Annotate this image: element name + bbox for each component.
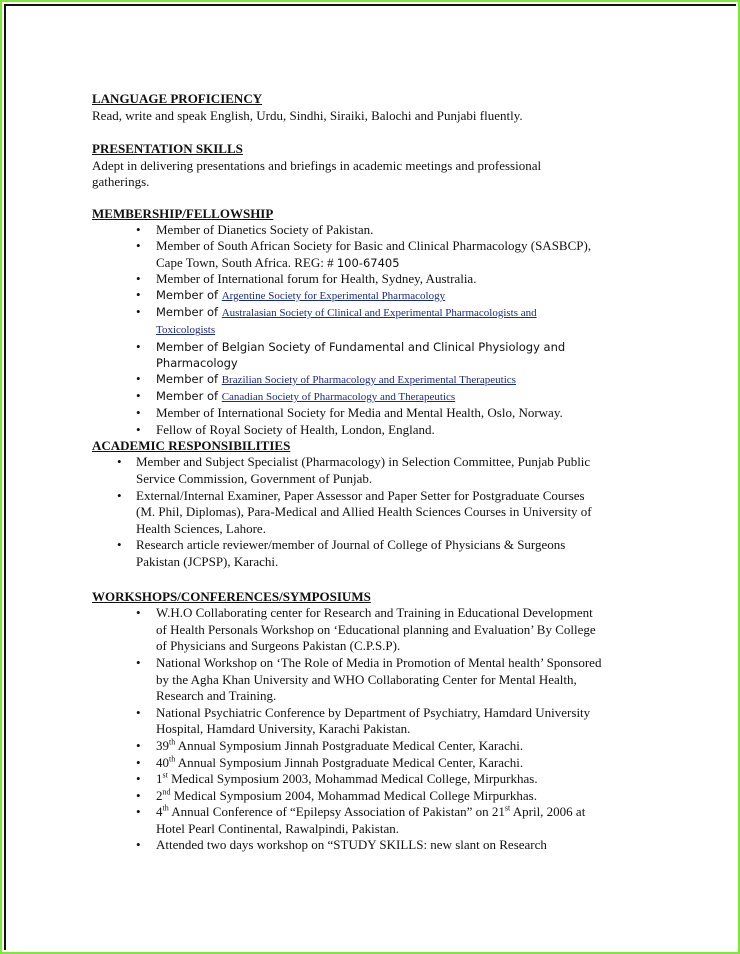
ordinal-suffix: nd — [162, 787, 171, 797]
item-line — [156, 405, 722, 421]
presentation-line: Adept in delivering presentations and briefings in academic meetings and professional — [92, 157, 542, 173]
bullet-icon: • — [136, 270, 141, 286]
item-line — [156, 788, 722, 805]
text: 39 — [156, 737, 169, 753]
presentation-line: gatherings. — [92, 174, 150, 190]
item-line — [156, 804, 722, 821]
text: External/Internal Examiner, Paper Assessor and Paper Setter for Postgraduate Courses — [136, 487, 585, 503]
bullet-icon: • — [136, 837, 141, 853]
text: Member of International Society for Media and Mental Health, Oslo, Norway. — [156, 405, 563, 421]
item-line — [156, 605, 722, 622]
text: 1 — [156, 771, 163, 787]
item-line — [156, 287, 722, 304]
text: Cape Town, South Africa. REG: # — [156, 254, 337, 270]
list-item — [92, 222, 722, 238]
bullet-icon: • — [136, 421, 141, 437]
bullet-icon: • — [136, 405, 141, 421]
list-item — [92, 422, 722, 438]
item-line — [156, 837, 722, 854]
list-item — [92, 705, 722, 738]
list-item — [92, 771, 722, 788]
list-item — [92, 304, 722, 338]
item-line — [156, 705, 722, 722]
text: Member of International forum for Health, Sydney, Australia. — [156, 270, 477, 286]
society-link[interactable]: Australasian Society of Clinical and Experimental Pharmacologists and — [221, 307, 537, 320]
bullet-icon: • — [136, 222, 141, 238]
text: Attended two days workshop on “STUDY SKILLS: new slant on Research — [156, 837, 547, 853]
text: (M. Phil, Diplomas), Para-Medical and Allied Health Sciences Courses in University of — [136, 504, 592, 520]
list-item — [92, 755, 722, 772]
bullet-icon: • — [136, 304, 141, 320]
list-item — [92, 537, 722, 570]
text: Member of — [156, 389, 222, 404]
text: of Physicians and Surgeons Pakistan (C.P.S.P). — [156, 638, 401, 654]
text: Research article reviewer/member of Journal of College of Physicians & Surgeons — [136, 537, 566, 553]
text: Medical Symposium 2004, Mohammad Medical College Mirpurkhas. — [170, 787, 537, 803]
bullet-icon: • — [136, 371, 141, 386]
membership-list — [92, 222, 722, 438]
item-line — [156, 238, 722, 254]
text: Hotel Pearl Continental, Rawalpindi, Pakistan. — [156, 820, 399, 836]
text: Medical Symposium 2003, Mohammad Medical College, Mirpurkhas. — [167, 771, 538, 787]
item-line — [156, 655, 722, 672]
bullet-icon: • — [136, 754, 141, 770]
text: Pakistan (JCPSP), Karachi. — [136, 553, 279, 569]
item-line — [156, 255, 722, 271]
text: Member of South African Society for Basic and Clinical Pharmacology (SASBCP), — [156, 238, 592, 254]
bullet-icon: • — [136, 654, 141, 670]
bullet-icon: • — [117, 454, 122, 470]
bullet-icon: • — [136, 737, 141, 753]
language-text: Read, write and speak English, Urdu, Sindhi, Siraiki, Balochi and Punjabi fluently. — [92, 107, 523, 123]
list-item — [92, 788, 722, 805]
ordinal-suffix: th — [169, 754, 176, 764]
ordinal-suffix: th — [169, 737, 176, 747]
list-item — [92, 738, 722, 755]
list-item — [92, 287, 722, 304]
item-line — [156, 388, 722, 405]
presentation-heading: PRESENTATION SKILLS — [92, 141, 243, 157]
item-line — [156, 721, 722, 738]
language-section — [92, 91, 722, 124]
item-line — [156, 672, 722, 689]
item-line — [156, 688, 722, 705]
text: Member of — [156, 372, 222, 386]
text: Service Commission, Government of Punjab. — [136, 471, 373, 486]
workshops-list — [92, 605, 722, 854]
language-heading: LANGUAGE PROFICIENCY — [92, 91, 263, 106]
bullet-icon: • — [136, 238, 141, 254]
list-item — [92, 405, 722, 421]
list-item — [92, 488, 722, 538]
item-line — [156, 304, 722, 321]
text: National Workshop on ‘The Role of Media in Promotion of Mental health’ Sponsored — [156, 654, 602, 670]
workshops-heading: WORKSHOPS/CONFERENCES/SYMPOSIUMS — [92, 588, 371, 604]
bullet-icon: • — [136, 804, 141, 820]
item-line — [156, 422, 722, 438]
text: 4 — [156, 804, 163, 820]
item-line — [156, 638, 722, 655]
membership-heading: MEMBERSHIP/FELLOWSHIP — [92, 205, 274, 221]
bullet-icon: • — [136, 771, 141, 787]
text: Member and Subject Specialist (Pharmacology) in Selection Committee, Punjab Public — [136, 454, 591, 470]
text: of Health Personals Workshop on ‘Educational planning and Evaluation’ By College — [156, 621, 596, 637]
academic-heading: ACADEMIC RESPONSIBILITIES — [92, 437, 291, 453]
text: Member of — [156, 305, 222, 320]
item-line — [156, 355, 722, 371]
ordinal-suffix: st — [504, 803, 511, 813]
text: Pharmacology — [156, 355, 238, 370]
list-item — [92, 804, 722, 837]
list-item — [92, 605, 722, 655]
presentation-section — [92, 141, 722, 191]
item-line — [156, 271, 722, 287]
text: W.H.O Collaborating center for Research and Training in Educational Development — [156, 605, 593, 621]
society-link[interactable]: Brazilian Society of Pharmacology and Experimental Therapeutics — [221, 374, 516, 386]
bullet-icon: • — [136, 286, 141, 302]
text: Member of — [156, 287, 222, 302]
text: Health Sciences, Lahore. — [136, 520, 266, 536]
document-body — [92, 91, 722, 854]
academic-list — [92, 454, 722, 570]
list-item — [92, 371, 722, 388]
membership-section — [92, 206, 722, 438]
ordinal-suffix: st — [162, 770, 168, 780]
bullet-icon: • — [136, 704, 141, 720]
item-line — [136, 537, 722, 554]
item-line — [156, 321, 722, 338]
item-line — [156, 622, 722, 639]
item-line — [156, 738, 722, 755]
item-line — [156, 222, 722, 238]
text: 2 — [156, 787, 163, 803]
text: April, 2006 at — [510, 804, 586, 820]
item-line — [136, 471, 722, 488]
item-line — [156, 755, 722, 772]
item-line — [136, 521, 722, 538]
item-line — [156, 771, 722, 788]
text: Annual Symposium Jinnah Postgraduate Medical Center, Karachi. — [175, 737, 524, 753]
item-line — [136, 504, 722, 521]
text: by the Agha Khan University and WHO Collaborating Center for Mental Health, — [156, 671, 577, 687]
list-item — [92, 655, 722, 705]
academic-section — [92, 438, 722, 571]
item-line — [136, 554, 722, 571]
bullet-icon: • — [136, 338, 141, 354]
list-item — [92, 339, 722, 371]
bullet-icon: • — [136, 388, 141, 404]
bullet-icon: • — [117, 487, 122, 503]
society-link[interactable]: Canadian Society of Pharmacology and Therapeutics — [221, 391, 456, 404]
bullet-icon: • — [136, 605, 141, 621]
item-line — [136, 488, 722, 505]
text: National Psychiatric Conference by Department of Psychiatry, Hamdard University — [156, 704, 591, 720]
text: Annual Conference of “Epilepsy Association of Pakistan” on 21 — [168, 804, 505, 820]
text: Member of Dianetics Society of Pakistan. — [156, 222, 374, 238]
text: Member of Belgian Society of Fundamental and Clinical Physiology and — [156, 339, 566, 354]
item-line — [136, 454, 722, 471]
text: 40 — [156, 754, 169, 770]
list-item — [92, 238, 722, 270]
item-line — [156, 339, 722, 355]
bullet-icon: • — [136, 787, 141, 803]
item-line — [156, 371, 722, 388]
bullet-icon: • — [117, 537, 122, 553]
society-link[interactable]: Argentine Society for Experimental Pharmacology — [221, 289, 446, 302]
list-item — [92, 837, 722, 854]
society-link[interactable]: Toxicologists — [156, 324, 216, 337]
item-line — [156, 821, 722, 838]
text: Research and Training. — [156, 688, 277, 704]
text: Fellow of Royal Society of Health, London, England. — [156, 421, 435, 437]
workshops-section — [92, 589, 722, 855]
list-item — [92, 271, 722, 287]
text: Hospital, Hamdard University, Karachi Pakistan. — [156, 721, 411, 737]
list-item — [92, 454, 722, 487]
ordinal-suffix: th — [162, 803, 169, 813]
list-item — [92, 388, 722, 405]
text: Annual Symposium Jinnah Postgraduate Medical Center, Karachi. — [175, 754, 524, 770]
text: 100-67405 — [336, 255, 400, 270]
